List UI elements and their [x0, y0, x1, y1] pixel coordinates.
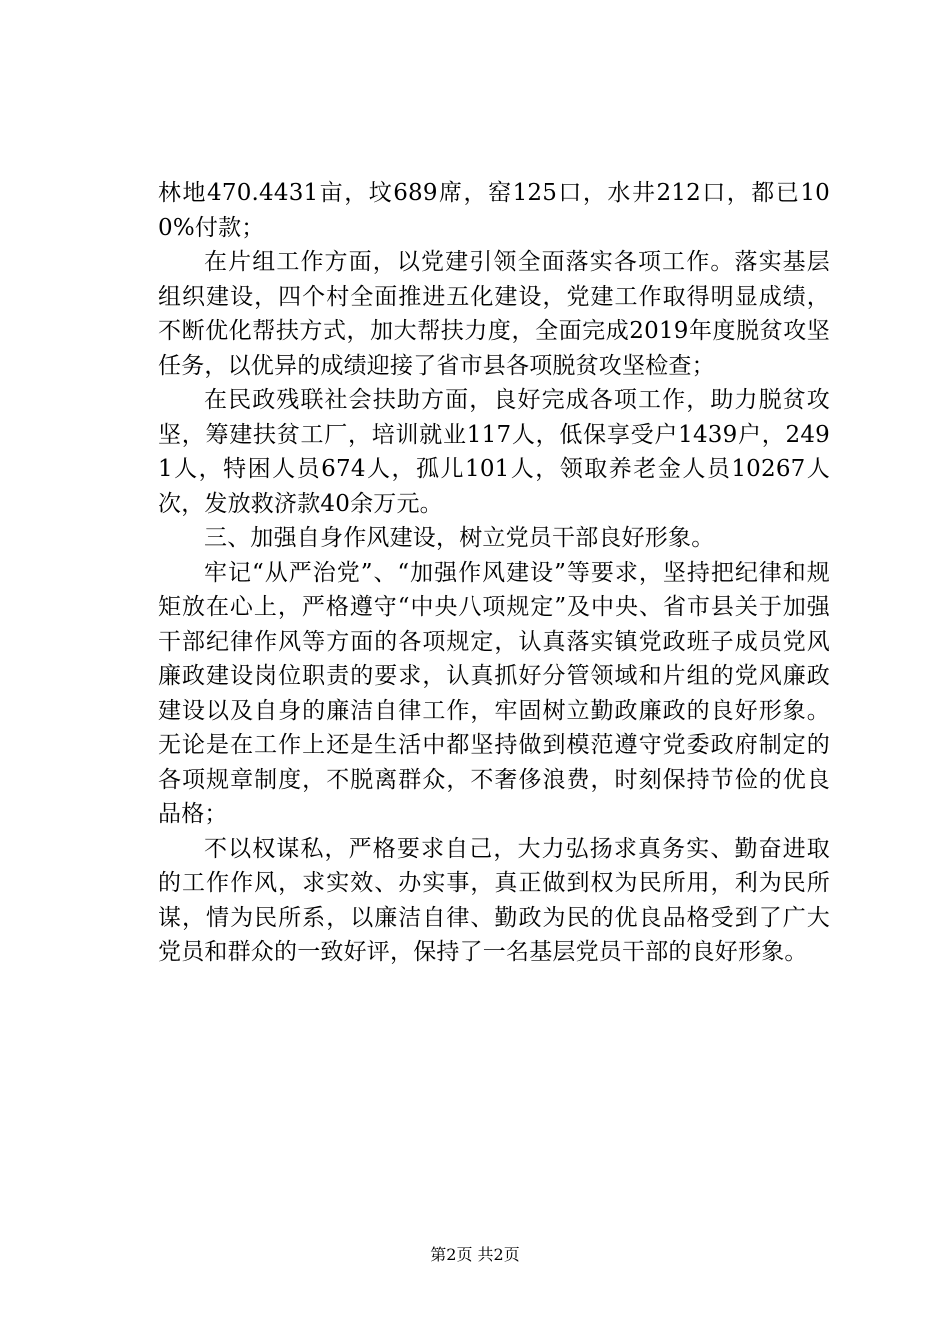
paragraph-land-payment: 林地470.4431亩，坟689席，窑125口，水井212口，都已100%付款；	[158, 180, 830, 241]
paragraph-discipline: 牢记“从严治党”、“加强作风建设”等要求，坚持把纪律和规矩放在心上，严格遵守“中央八项规定”及中央、省市县关于加强干部纪律作风等方面的各项规定，认真落实镇党政班子成员党风廉政建设岗位职责的要求，认真抓好分管领域和片组的党风廉政建设以及自身的廉洁自律工作，牢固树立勤政廉政的良好形象。无论是在工作上还是生活中都坚持做到模范遵守党委政府制定的各项规章制度，不脱离群众，不奢侈浪费，时刻保持节俭的优良品格；	[158, 559, 830, 827]
section-heading-three: 三、加强自身作风建设，树立党员干部良好形象。	[204, 525, 715, 551]
page-number-footer: 第2页 共2页	[430, 1245, 520, 1264]
document-body	[158, 176, 830, 970]
paragraph-integrity: 不以权谋私，严格要求自己，大力弘扬求真务实、勤奋进取的工作作风，求实效、办实事，真正做到权为民所用，利为民所谋，情为民所系，以廉洁自律、勤政为民的优良品格受到了广大党员和群众的一致好评，保持了一名基层党员干部的良好形象。	[158, 835, 830, 965]
paragraph-civil-affairs: 在民政残联社会扶助方面，良好完成各项工作，助力脱贫攻坚，筹建扶贫工厂，培训就业117人，低保享受户1439户，2491人，特困人员674人，孤儿101人，领取养老金人员10267人次，发放救济款40余万元。	[158, 387, 830, 517]
paragraph-group-work: 在片组工作方面，以党建引领全面落实各项工作。落实基层组织建设，四个村全面推进五化建设，党建工作取得明显成绩，不断优化帮扶方式，加大帮扶力度，全面完成2019年度脱贫攻坚任务，以优异的成绩迎接了省市县各项脱贫攻坚检查；	[158, 249, 830, 379]
